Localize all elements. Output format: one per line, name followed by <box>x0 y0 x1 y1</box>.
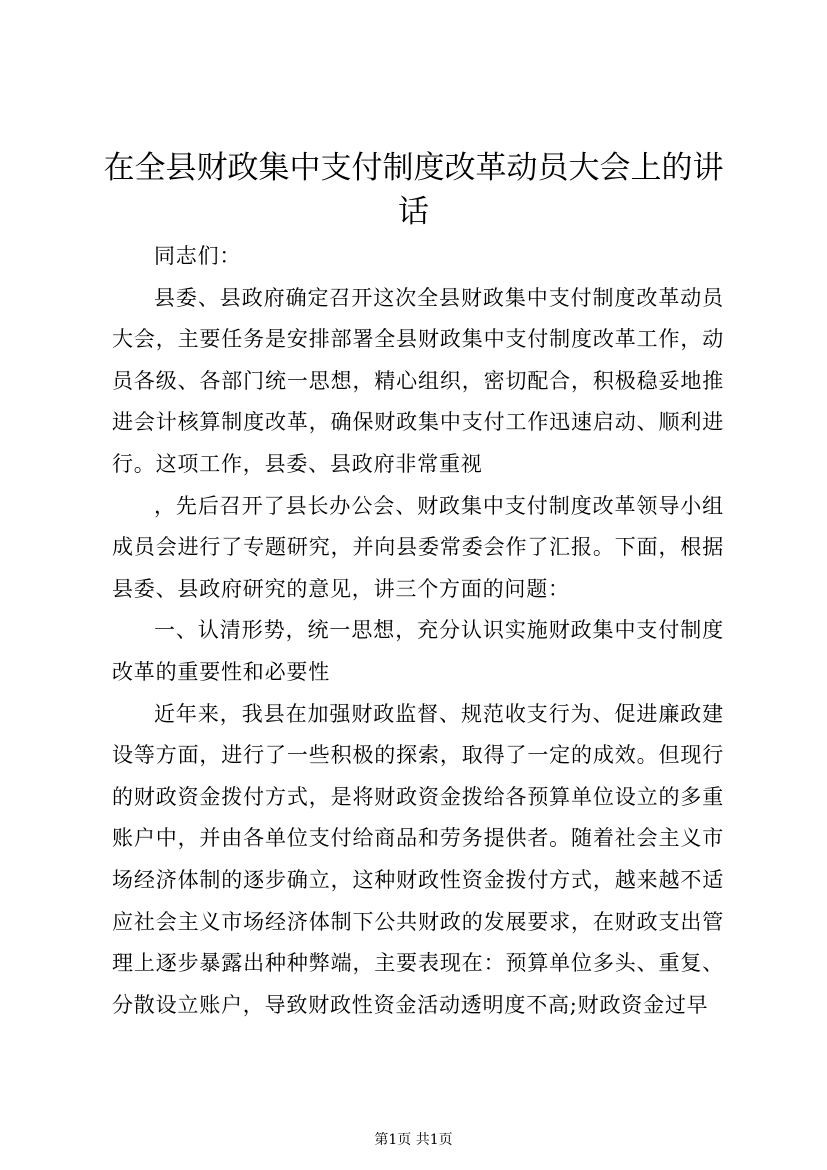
paragraph-section-1: 近年来，我县在加强财政监督、规范收支行为、促进廉政建设等方面，进行了一些积极的探索，取得了一定的成效。但现行的财政资金拨付方式，是将财政资金拨给各预算单位设立的多重账户中，并由各单位支付给商品和劳务提供者。随着社会主义市场经济体制的逐步确立，这种财政性资金拨付方式，越来越不适应社会主义市场经济体制下公共财政的发展要求，在财政支出管理上逐步暴露出种种弊端，主要表现在：预算单位多头、重复、分散设立账户，导致财政性资金活动透明度不高;财政资金过早 <box>112 701 724 1017</box>
salutation: 同志们： <box>154 244 242 268</box>
paragraph-continuation: ，先后召开了县长办公会、财政集中支付制度改革领导小组成员会进行了专题研究，并向县委常委会作了汇报。下面，根据县委、县政府研究的意见，讲三个方面的问题： <box>112 493 724 601</box>
page-footer: 第1页 共1页 <box>374 1132 453 1148</box>
section-heading-1: 一、认清形势，统一思想，充分认识实施财政集中支付制度改革的重要性和必要性 <box>112 618 724 684</box>
document-title: 在全县财政集中支付制度改革动员大会上的讲话 <box>103 150 724 230</box>
document-body <box>112 236 724 1026</box>
paragraph-intro: 县委、县政府确定召开这次全县财政集中支付制度改革动员大会，主要任务是安排部署全县财政集中支付制度改革工作，动员各级、各部门统一思想，精心组织，密切配合，积极稳妥地推进会计核算制度改革，确保财政集中支付工作迅速启动、顺利进行。这项工作，县委、县政府非常重视 <box>112 285 724 476</box>
